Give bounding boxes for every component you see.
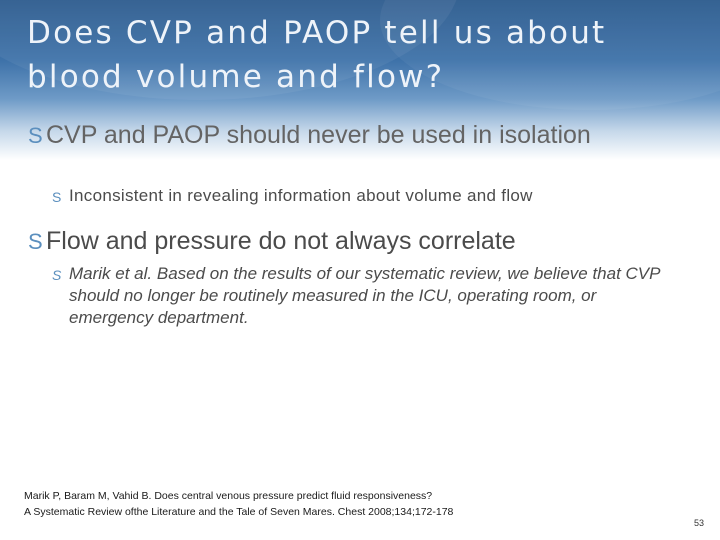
bullet-text: CVP and PAOP should never be used in isolation — [46, 121, 591, 149]
citation-line-1: Marik P, Baram M, Vahid B. Does central venous pressure predict fluid responsiveness? — [24, 490, 433, 502]
s-bullet-icon: S — [52, 189, 62, 205]
citation-line-2: A Systematic Review ofthe Literature and the Tale of Seven Mares. Chest 2008;134;172-178 — [24, 506, 454, 518]
s-bullet-icon: S — [28, 229, 43, 254]
sub-bullet-text: Inconsistent in revealing information about volume and flow — [69, 186, 533, 205]
page-number: 53 — [693, 518, 704, 528]
bullet-item — [28, 227, 686, 255]
s-bullet-icon: S — [52, 267, 62, 283]
citation — [24, 488, 624, 520]
sub-bullet-text: Marik et al. Based on the results of our systematic review, we believe that CVP should no longer be routinely measured in the ICU, operating room, or emergency department. — [69, 264, 660, 327]
sub-bullet-item — [52, 263, 674, 329]
slide-title: Does CVP and PAOP tell us about blood volume and flow? — [27, 15, 607, 95]
bullet-text: Flow and pressure do not always correlate — [46, 227, 516, 255]
bullet-item — [28, 121, 606, 149]
sub-bullet-item — [52, 185, 689, 207]
s-bullet-icon: S — [28, 123, 43, 148]
